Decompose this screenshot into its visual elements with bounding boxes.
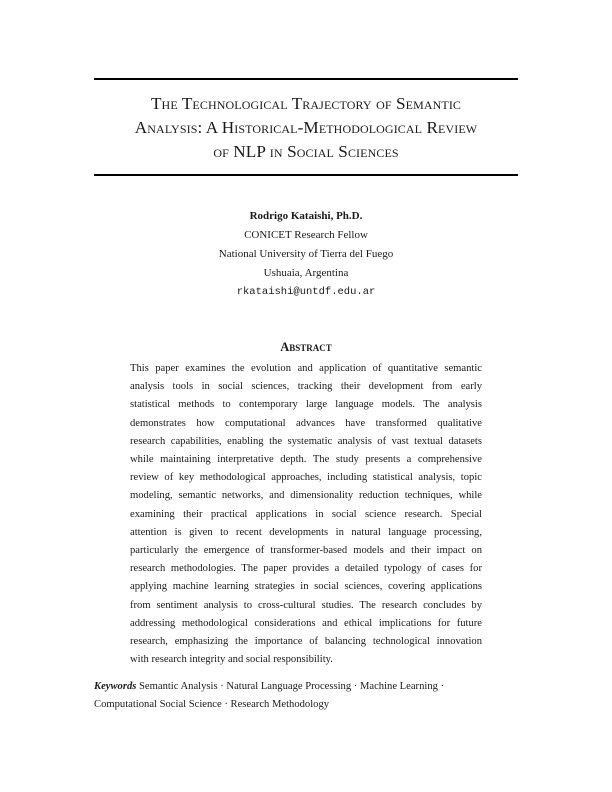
paper-title [94,92,518,164]
title-line-3: of NLP in Social Sciences [213,142,399,161]
title-top-rule [94,78,518,80]
abstract-line: addressing methodological considerations and ethical implications for future [130,617,482,629]
author-name: Rodrigo Kataishi, Ph.D. [249,210,363,222]
abstract-line: modeling, semantic networks, and dimensionality reduction techniques, while [130,490,482,502]
abstract-line: while maintaining interpretative depth. The study presents a comprehensive [130,454,482,466]
abstract-line: with research integrity and social responsibility. [130,654,333,666]
author-location: Ushuaia, Argentina [263,267,349,279]
abstract-line: research capabilities, enabling the systematic analysis of vast textual datasets [130,435,482,447]
abstract-line: attention is given to recent developments in natural language processing, [130,526,482,538]
abstract-line: This paper examines the evolution and application of quantitative semantic [130,363,482,374]
title-line-2: Analysis: A Historical-Methodological Review [134,118,478,137]
keywords-text-1: Semantic Analysis · Natural Language Processing · Machine Learning · [139,681,445,692]
author-block [94,207,518,302]
abstract-line: examining their practical applications in social science research. Special [130,508,482,520]
keywords-block [94,678,518,714]
author-position: CONICET Research Fellow [244,229,368,241]
keywords-line-1 [94,678,518,696]
abstract-body [130,360,482,669]
author-email[interactable]: rkataishi@untdf.edu.ar [236,286,376,298]
keywords-text-2: Computational Social Science · Research Methodology [94,699,330,710]
title-line-1: The Technological Trajectory of Semantic [150,94,462,113]
author-institution: National University of Tierra del Fuego [218,248,394,260]
abstract-heading: Abstract [280,340,332,354]
abstract-line: applying machine learning strategies in social sciences, covering applications [130,581,482,593]
abstract-line: particularly the emergence of transformer-based models and their impact on [130,545,482,557]
abstract-line: statistical methods to contemporary large language models. The analysis [130,399,482,411]
abstract-line: research, emphasizing the importance of balancing technological innovation [130,636,482,648]
keywords-label: Keywords [94,681,137,692]
abstract-line: review of key methodological approaches, including statistical analysis, topic [130,472,482,484]
title-bottom-rule [94,174,518,176]
abstract-line: from sentiment analysis to cross-cultural studies. The research concludes by [130,599,482,611]
abstract-line: research methodologies. The paper provides a detailed typology of cases for [130,563,482,575]
abstract-line: analysis tools in social sciences, tracking their development from early [130,381,482,393]
abstract-line: demonstrates how computational advances have transformed qualitative [130,417,482,429]
